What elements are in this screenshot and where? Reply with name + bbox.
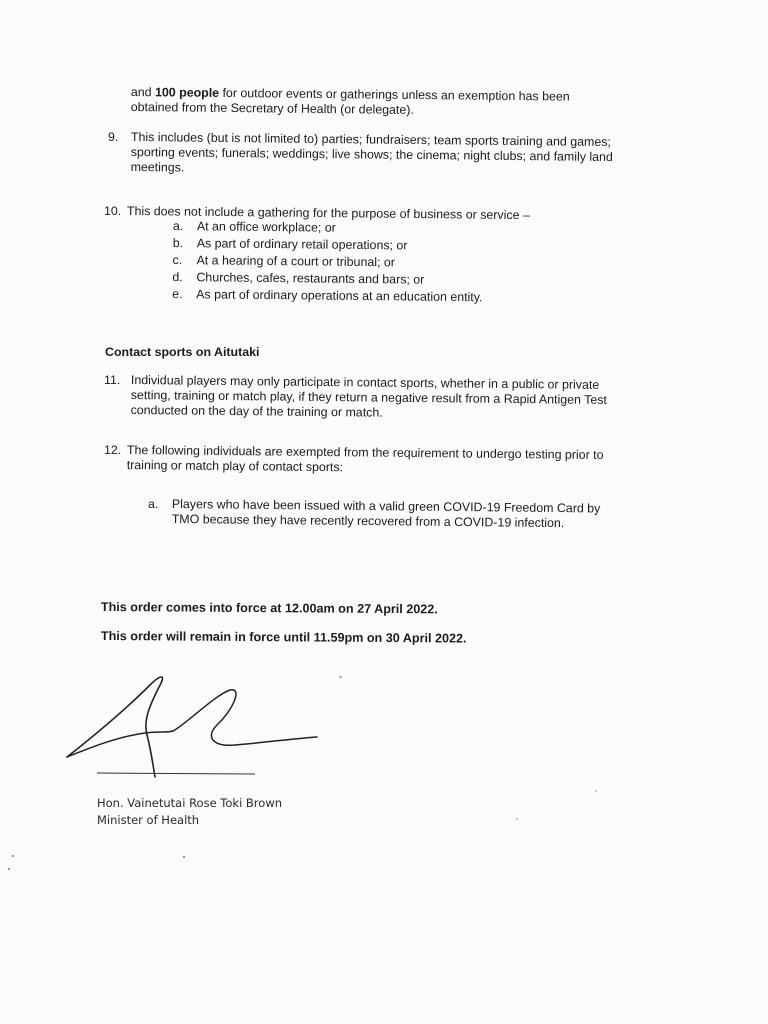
list-item: a. At an office workplace; or — [172, 219, 336, 235]
order-start-date: This order comes into force at 12.00am on 27 April 2022. — [100, 600, 438, 617]
order-end-date: This order will remain in force until 11.59pm on 30 April 2022. — [100, 629, 467, 646]
section-heading: Contact sports on Aitutaki — [105, 345, 260, 359]
scan-speck — [595, 790, 597, 792]
list-item: d. Churches, cafes, restaurants and bars; or — [172, 269, 425, 287]
list-item: c. At a hearing of a court or tribunal; or — [172, 252, 395, 270]
scan-speck — [339, 676, 342, 678]
list-item: e. As part of ordinary operations at an education entity. — [172, 286, 483, 305]
item-12-text: The following individuals are exempted from the requirement to undergo testing prior to training or match play of contact sports: — [126, 443, 604, 475]
list-item: b. As part of ordinary retail operations; or — [172, 235, 408, 253]
scan-speck — [8, 868, 10, 870]
item-11-number: 11. — [104, 373, 121, 387]
signatory-title: Minister of Health — [97, 813, 200, 827]
item-9-number: 9. — [108, 130, 119, 144]
intro-line-1: and 100 people for outdoor events or gatherings unless an exemption has been — [130, 85, 570, 104]
signatory-block — [97, 795, 282, 829]
item-11-text: Individual players may only participate in contact sports, whether in a public or private setting, training or match play, if they return a negative result from a Rapid Antigen Test conducted on the day of the training or match. — [130, 373, 607, 420]
item-12a-letter: a. — [148, 497, 159, 511]
intro-bold-text: 100 people — [154, 85, 220, 100]
intro-paragraph — [131, 85, 671, 121]
intro-line-2: obtained from the Secretary of Health (or delegate). — [130, 99, 414, 117]
item-9-text: This includes (but is not limited to) parties; fundraisers; team sports training and games; sporting events; funerals; weddings; live shows; the cinema; night clubs; and family land meetings. — [130, 130, 613, 175]
signature — [55, 665, 335, 790]
scan-speck — [12, 855, 14, 857]
item-12-number: 12. — [104, 443, 122, 457]
item-10-text: This does not include a gathering for the purpose of business or service – — [126, 204, 530, 223]
item-12a-text: Players who have been issued with a valid green COVID-19 Freedom Card by TMO because they have recently recovered from a COVID-19 infection. — [171, 497, 601, 531]
signatory-name: Hon. Vainetutai Rose Toki Brown — [97, 796, 283, 810]
scan-speck — [516, 818, 518, 820]
item-10-number: 10. — [104, 204, 122, 218]
item-10-subitems — [172, 219, 573, 308]
scan-speck — [183, 856, 185, 858]
